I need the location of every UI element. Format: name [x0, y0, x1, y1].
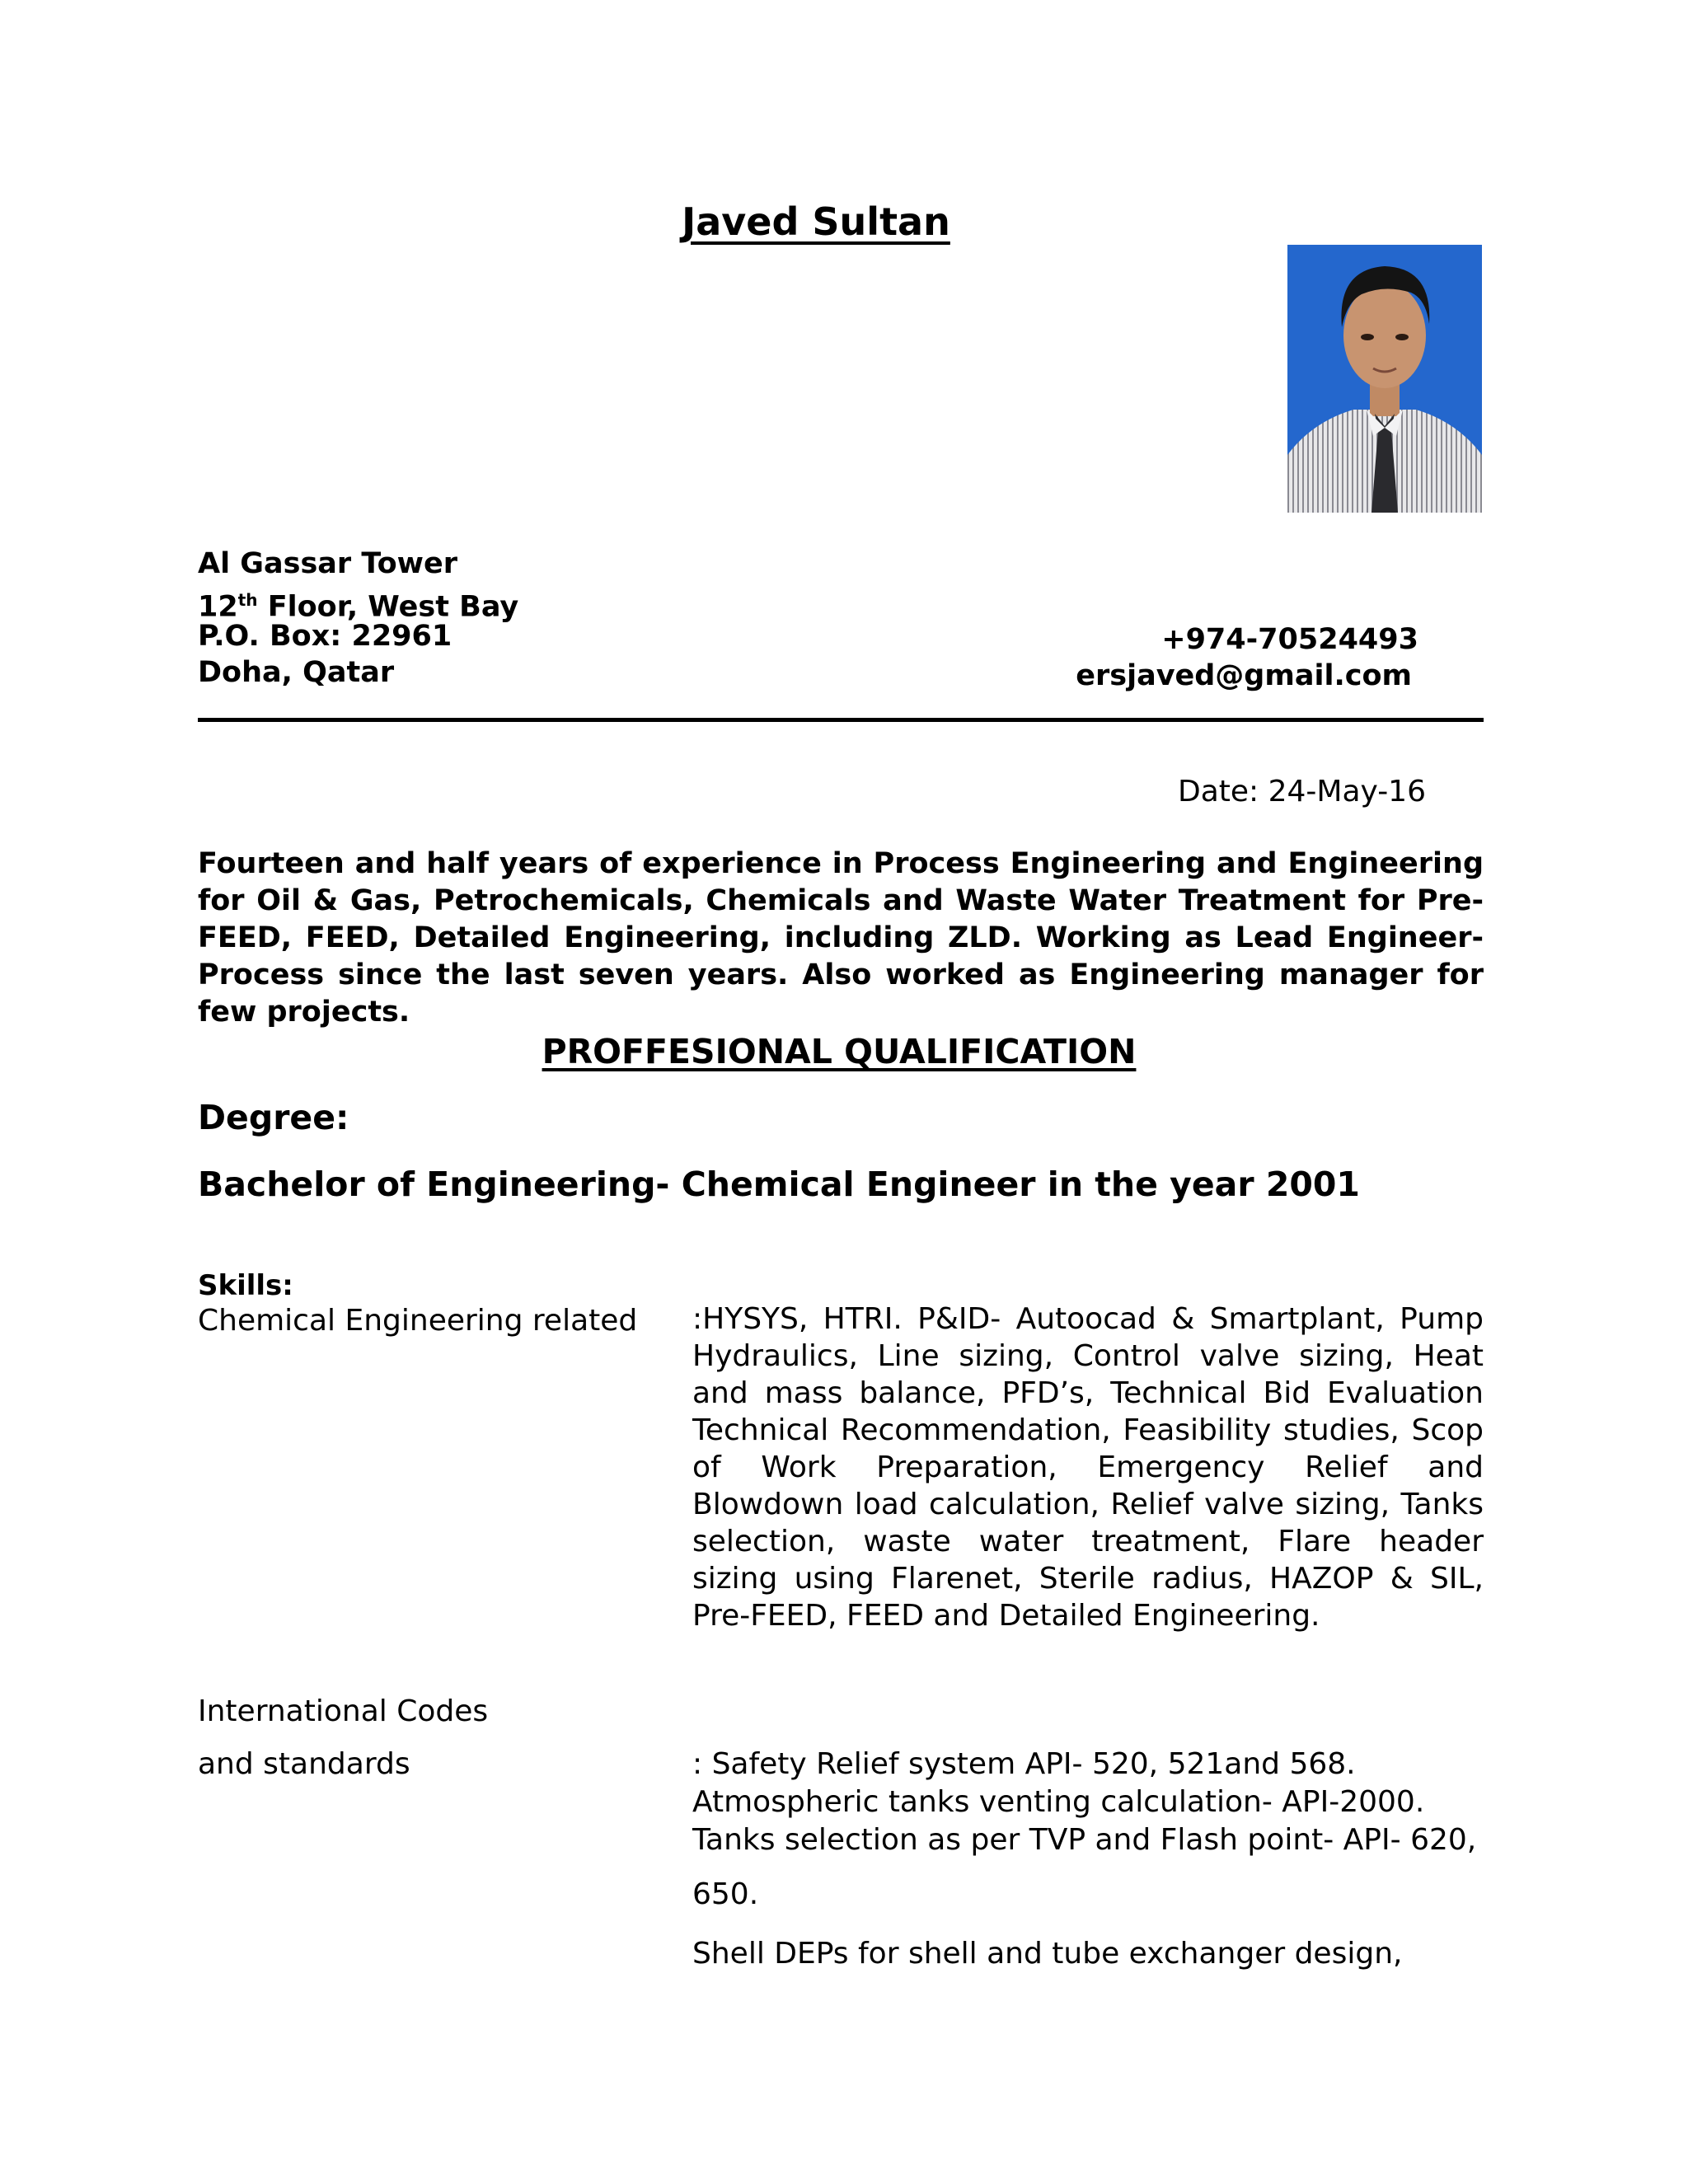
chem-skills-label: Chemical Engineering related	[198, 1304, 638, 1338]
codes-item-1: : Safety Relief system API- 520, 521and 568.	[692, 1747, 1356, 1781]
degree-label: Degree:	[198, 1098, 349, 1137]
skills-label: Skills:	[198, 1269, 293, 1302]
email-address: ersjaved@gmail.com	[1076, 659, 1412, 692]
floor-suffix: th	[237, 590, 258, 610]
qualification-heading: PROFFESIONAL QUALIFICATION	[542, 1032, 1137, 1071]
codes-item-3: Tanks selection as per TVP and Flash point- API- 620,	[692, 1823, 1477, 1857]
portrait-image	[1287, 245, 1482, 513]
address-line-3: P.O. Box: 22961	[198, 620, 452, 653]
floor-number: 12	[198, 590, 238, 624]
phone-number: +974-70524493	[1161, 623, 1418, 656]
chem-skills-text: :HYSYS, HTRI. P&ID- Autoocad & Smartplant, Pump Hydraulics, Line sizing, Control valve sizing, Heat and mass balance, PFD’s, Technical Bid Evaluation Technical Recommendation, Feasibility studies, Scop of Work Preparation, Emergency Relief and Blowdown load calculation, Relief valve sizing, Tanks selection, waste water treatment, Flare header sizing using Flarenet, Sterile radius, HAZOP & SIL, Pre-FEED, FEED and Detailed Engineering.	[692, 1302, 1484, 1633]
candidate-name: Javed Sultan	[682, 199, 950, 244]
document-date: Date: 24-May-16	[1177, 775, 1426, 808]
floor-rest: Floor, West Bay	[257, 590, 519, 624]
header-divider	[198, 718, 1484, 722]
codes-item-4: 650.	[692, 1877, 759, 1911]
codes-item-2: Atmospheric tanks venting calculation- API-2000.	[692, 1785, 1425, 1819]
codes-label-line-1: International Codes	[198, 1694, 489, 1728]
profile-photo	[1287, 245, 1482, 513]
degree-value: Bachelor of Engineering- Chemical Engineer in the year 2001	[198, 1165, 1360, 1204]
codes-label-line-2: and standards	[198, 1747, 410, 1781]
experience-summary: Fourteen and half years of experience in Process Engineering and Engineering for Oil & Gas, Petrochemicals, Chemicals and Waste Water Treatment for Pre-FEED, FEED, Detailed Engineering, including ZLD. Working as Lead Engineer-Process since the last seven years. Also worked as Engineering manager for few projects.	[198, 847, 1484, 1029]
address-line-4: Doha, Qatar	[198, 656, 395, 689]
address-line-1: Al Gassar Tower	[198, 547, 457, 580]
codes-item-5: Shell DEPs for shell and tube exchanger design,	[692, 1937, 1403, 1971]
